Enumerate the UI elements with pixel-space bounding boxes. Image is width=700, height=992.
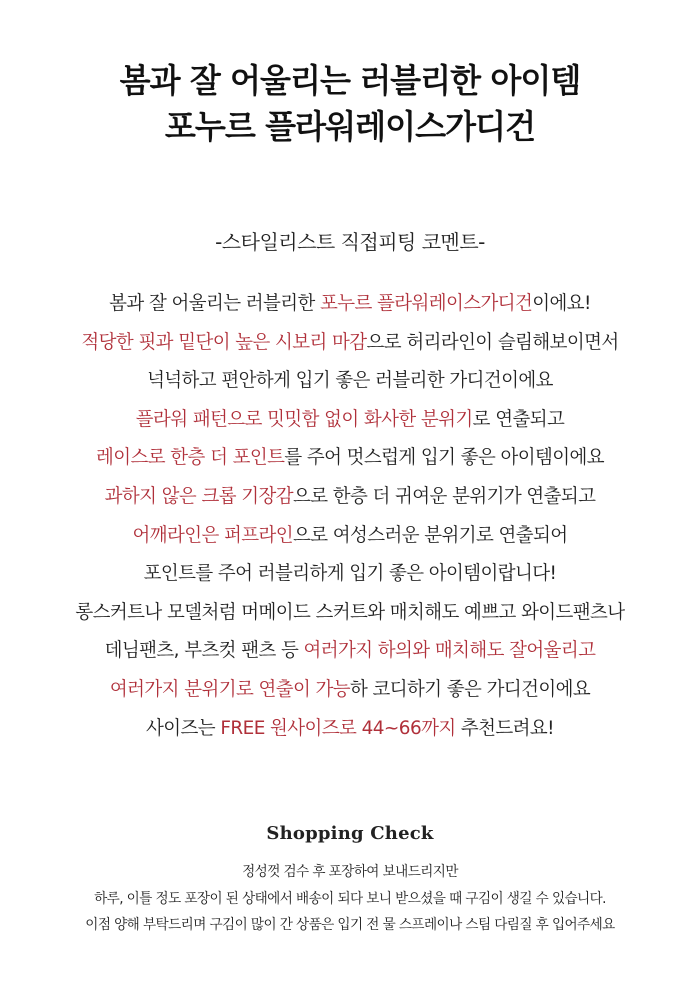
title-line-1: 봄과 잘 어울리는 러블리한 아이템 (119, 61, 581, 100)
comment-line (10, 477, 690, 516)
stylist-comment-body (0, 284, 700, 747)
page-title (0, 58, 700, 150)
highlighted-text: 적당한 핏과 밑단이 높은 시보리 마감 (81, 330, 367, 353)
highlighted-text: 어깨라인은 퍼프라인 (132, 523, 293, 546)
comment-line (10, 323, 690, 362)
highlighted-text: 여러가지 하의와 매치해도 잘어울리고 (303, 639, 596, 662)
comment-line (10, 361, 690, 400)
comment-text: 으로 허리라인이 슬림해보이면서 (366, 330, 619, 353)
comment-line (10, 709, 690, 748)
comment-text: 사이즈는 (146, 716, 221, 739)
comment-line (10, 593, 690, 632)
comment-text: 이에요! (532, 292, 591, 314)
comment-text: 데님팬츠, 부츠컷 팬츠 등 (104, 639, 304, 662)
comment-text: 를 주어 멋스럽게 입기 좋은 아이템이에요 (284, 446, 604, 469)
comment-text: 추천드려요! (455, 716, 554, 739)
shopping-check-heading: Shopping Check (266, 823, 434, 844)
comment-text: 으로 한층 더 귀여운 분위기가 연출되고 (292, 484, 596, 507)
comment-text: 봄과 잘 어울리는 러블리한 (109, 292, 321, 314)
comment-line (10, 631, 690, 670)
comment-text: 롱스커트나 모델처럼 머메이드 스커트와 매치해도 예쁘고 와이드팬츠나 (75, 600, 625, 623)
comment-line (10, 400, 690, 439)
comment-text: 포인트를 주어 러블리하게 입기 좋은 아이템이랍니다! (143, 562, 557, 585)
comment-line (10, 438, 690, 477)
shopping-check-notice (0, 859, 700, 939)
notice-line: 이점 양해 부탁드리며 구김이 많이 간 상품은 입기 전 물 스프레이나 스팀 다림질 후 입어주세요 (85, 917, 615, 933)
highlighted-text: 플라워 패턴으로 밋밋함 없이 화사한 분위기 (135, 407, 473, 430)
highlighted-text: 과하지 않은 크롭 기장감 (104, 484, 293, 507)
comment-text: 로 연출되고 (472, 407, 565, 430)
highlighted-text: 포누르 플라워레이스가디건 (320, 292, 533, 314)
title-line-2: 포누르 플라워레이스가디건 (164, 107, 536, 146)
comment-line (10, 284, 690, 323)
comment-line (10, 516, 690, 555)
comment-text: 하 코디하기 좋은 가디건이에요 (350, 677, 591, 700)
notice-line: 정성껏 검수 후 포장하여 보내드리지만 (242, 864, 458, 880)
comment-line (10, 670, 690, 709)
comment-line (10, 554, 690, 593)
notice-line: 하루, 이틀 정도 포장이 된 상태에서 배송이 되다 보니 받으셨을 때 구김이 생길 수 있습니다. (94, 890, 606, 907)
highlighted-text: 여러가지 분위기로 연출이 가능 (109, 677, 350, 700)
comment-text: 으로 여성스러운 분위기로 연출되어 (292, 523, 568, 546)
comment-text: 넉넉하고 편안하게 입기 좋은 러블리한 가디건이에요 (147, 369, 553, 392)
stylist-comment-heading: -스타일리스트 직접피팅 코멘트- (215, 230, 485, 254)
highlighted-text: FREE 원사이즈로 44~66까지 (220, 716, 456, 739)
highlighted-text: 레이스로 한층 더 포인트 (96, 446, 285, 469)
